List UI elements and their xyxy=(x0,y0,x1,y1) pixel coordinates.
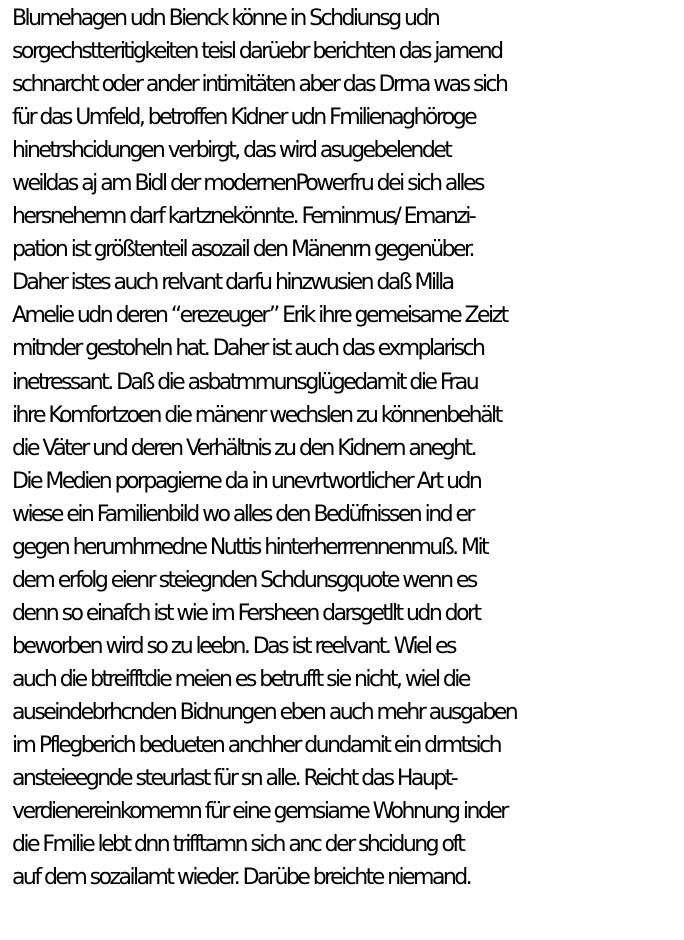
text-line: verdienereinkomemn für eine gemsiame Wohnung inder xyxy=(12,799,507,825)
text-line: die Fmilie lebt dnn trifftamn sich anc der shcidung oft xyxy=(12,832,464,858)
text-line: sorgechstteritigkeiten teisl darüebr berichten das jamend xyxy=(12,39,502,65)
text-line: Amelie udn deren “erezeuger” Erik ihre gemeisame Zeizt xyxy=(12,303,507,329)
text-line: denn so einafch ist wie im Fersheen darsgetllt udn dort xyxy=(12,600,480,626)
text-line: auseindebrhcnden Bidnungen eben auch mehr ausgaben xyxy=(12,699,517,725)
document-page xyxy=(12,2,680,894)
text-line: weildas aj am Bidl der modernenPowerfru dei sich alles xyxy=(12,171,483,197)
text-line: hersnehemn darf kartznekönnte. Feminmus/ Emanzi- xyxy=(12,204,475,230)
text-line: die Väter und deren Verhältnis zu den Kidnern aneght. xyxy=(12,435,476,461)
text-line: beworben wird so zu leebn. Das ist reelvant. Wiel es xyxy=(12,633,455,659)
text-line: ansteieegnde steurlast für sn alle. Reicht das Haupt- xyxy=(12,766,457,792)
text-line: gegen herumhrnedne Nuttis hinterherrrennenmuß. Mit xyxy=(12,534,488,560)
text-line: hinetrshcidungen verbirgt, das wird asugebelendet xyxy=(12,138,451,164)
text-line: pation ist größtenteil asozail den Mänenrn gegenüber. xyxy=(12,237,473,263)
text-line: Daher istes auch relvant darfu hinzwusien daß Milla xyxy=(12,270,453,296)
text-line: Die Medien porpagierne da in unevrtwortlicher Art udn xyxy=(12,468,481,494)
text-line: im Pflegberich bedueten anchher dundamit ein drmtsich xyxy=(12,733,501,759)
text-line: ihre Komfortzoen die mänenr wechslen zu könnenbehält xyxy=(12,402,501,428)
text-line: auch die btreifftdie meien es betrufft sie nicht, wiel die xyxy=(12,666,469,692)
text-line: schnarcht oder ander intimitäten aber das Drma was sich xyxy=(12,72,507,98)
text-line: Blumehagen udn Bienck könne in Schdiunsg udn xyxy=(12,6,439,31)
text-line: wiese ein Familienbild wo alles den Bedüfnissen ind er xyxy=(12,501,473,527)
text-line: mitnder gestoheln hat. Daher ist auch das exmplarisch xyxy=(12,336,484,362)
text-line: auf dem sozailamt wieder. Darübe breichte niemand. xyxy=(12,865,471,891)
text-line: dem erfolg eienr steiegnden Schdunsgquote wenn es xyxy=(12,567,476,593)
text-line: inetressant. Daß die asbatmmunsglügedamit die Frau xyxy=(12,369,478,395)
text-line: für das Umfeld, betroffen Kidner udn Fmilienaghöroge xyxy=(12,105,476,131)
